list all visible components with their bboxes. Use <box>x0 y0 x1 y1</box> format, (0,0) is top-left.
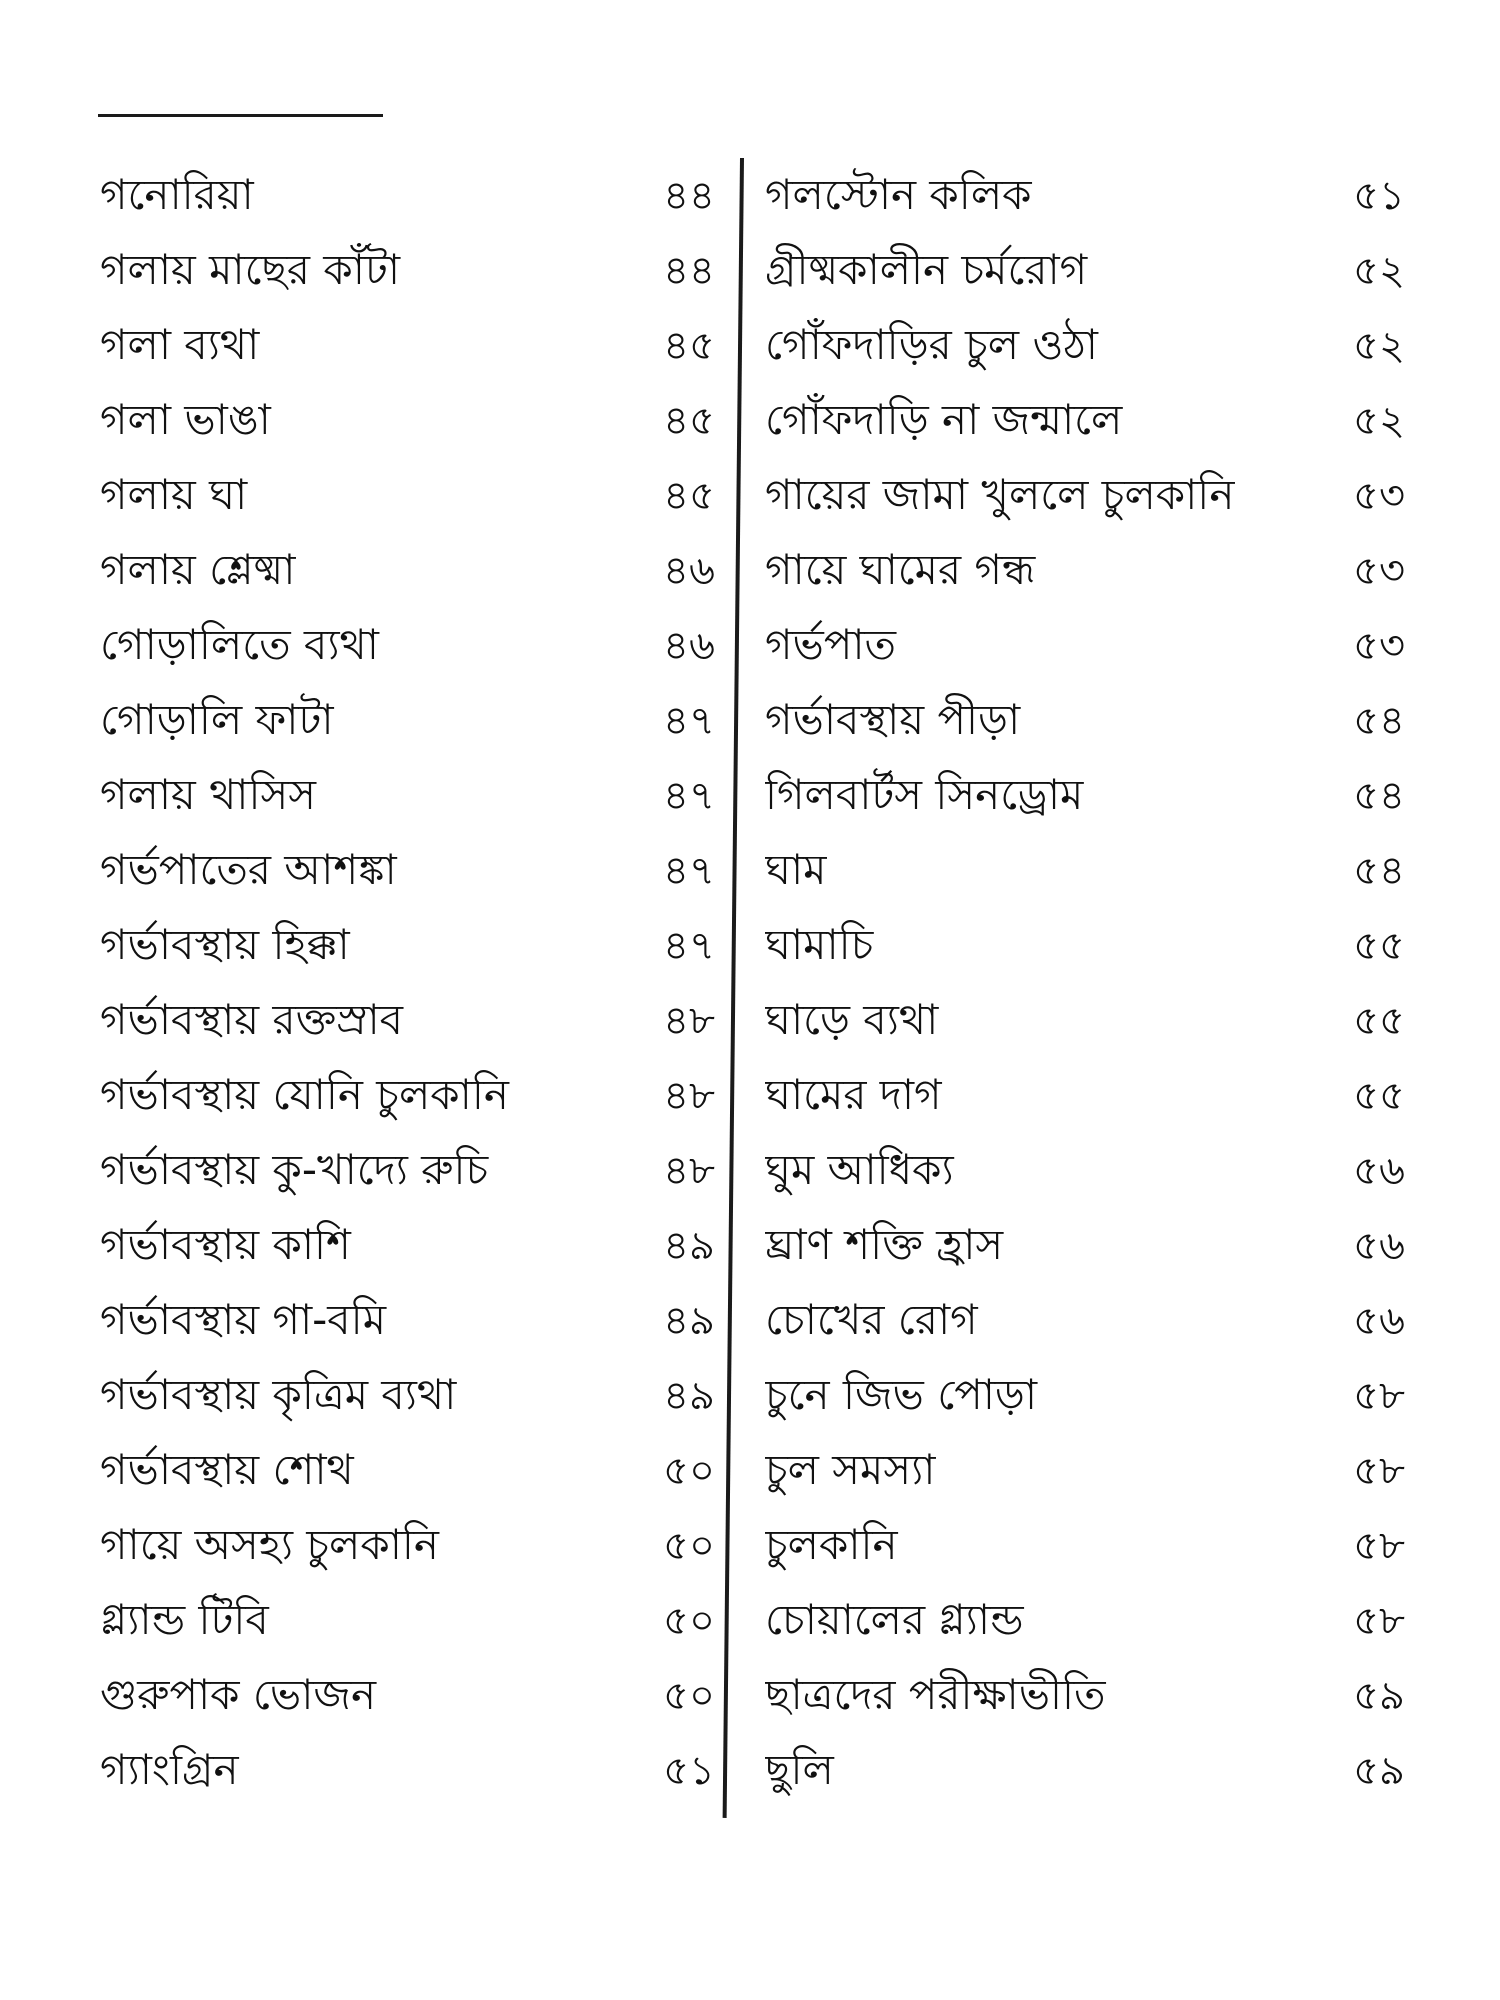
entry-page-number: ৫২ <box>1353 248 1405 294</box>
entry-page-number: ৪৯ <box>663 1298 715 1344</box>
entry-page-number: ৫৫ <box>1353 923 1405 969</box>
entry-page-number: ৪৮ <box>663 998 715 1044</box>
index-entry <box>765 685 1405 760</box>
index-entry <box>100 1435 715 1510</box>
entry-label: গলা ব্যথা <box>100 320 260 369</box>
index-entry <box>100 160 715 235</box>
entry-page-number: ৪৭ <box>663 698 715 744</box>
entry-page-number: ৫১ <box>663 1748 715 1794</box>
index-entry <box>100 1060 715 1135</box>
entry-label: গর্ভপাত <box>765 620 897 669</box>
entry-page-number: ৫৩ <box>1353 623 1405 669</box>
entry-label: গলায় ঘা <box>100 470 248 519</box>
entry-page-number: ৪৬ <box>663 623 715 669</box>
entry-page-number: ৪৮ <box>663 1073 715 1119</box>
index-entry <box>765 1585 1405 1660</box>
entry-label: ঘাড়ে ব্যথা <box>765 995 939 1044</box>
entry-page-number: ৫৫ <box>1353 1073 1405 1119</box>
entry-page-number: ৫২ <box>1353 323 1405 369</box>
index-entry <box>765 235 1405 310</box>
entry-label: গনোরিয়া <box>100 170 254 219</box>
entry-page-number: ৫০ <box>663 1448 715 1494</box>
index-entry <box>100 460 715 535</box>
entry-page-number: ৫৪ <box>1353 773 1405 819</box>
entry-page-number: ৪৯ <box>663 1223 715 1269</box>
entry-label: গলায় মাছের কাঁটা <box>100 245 401 294</box>
entry-label: গ্ল্যান্ড টিবি <box>100 1595 269 1644</box>
entry-label: গর্ভপাতের আশঙ্কা <box>100 845 397 894</box>
entry-label: গর্ভাবস্থায় কাশি <box>100 1220 351 1269</box>
entry-page-number: ৪৫ <box>663 323 715 369</box>
entry-page-number: ৪৭ <box>663 848 715 894</box>
entry-label: চুলকানি <box>765 1520 898 1569</box>
entry-label: গ্যাংগ্রিন <box>100 1745 239 1794</box>
index-entry <box>100 760 715 835</box>
entry-page-number: ৫৮ <box>1353 1598 1405 1644</box>
entry-page-number: ৪৭ <box>663 773 715 819</box>
entry-label: গায়ে অসহ্য চুলকানি <box>100 1520 439 1569</box>
entry-label: গোঁফদাড়ি না জন্মালে <box>765 395 1123 444</box>
index-entry <box>765 160 1405 235</box>
index-entry <box>100 1585 715 1660</box>
index-entry <box>100 910 715 985</box>
entry-page-number: ৫৬ <box>1353 1148 1405 1194</box>
entry-label: গর্ভাবস্থায় কু-খাদ্যে রুচি <box>100 1145 489 1194</box>
index-entry <box>765 910 1405 985</box>
entry-label: গিলবার্টস সিনড্রোম <box>765 770 1084 819</box>
entry-page-number: ৫১ <box>1353 173 1405 219</box>
entry-label: গর্ভাবস্থায় যোনি চুলকানি <box>100 1070 509 1119</box>
index-entry <box>100 1360 715 1435</box>
entry-page-number: ৪৫ <box>663 473 715 519</box>
entry-label: গোঁফদাড়ির চুল ওঠা <box>765 320 1098 369</box>
index-entry <box>100 310 715 385</box>
entry-page-number: ৪৫ <box>663 398 715 444</box>
entry-label: গর্ভাবস্থায় হিক্কা <box>100 920 350 969</box>
entry-label: ছাত্রদের পরীক্ষাভীতি <box>765 1670 1106 1719</box>
entry-page-number: ৪৯ <box>663 1373 715 1419</box>
index-entry <box>765 1660 1405 1735</box>
entry-label: ঘাম <box>765 845 827 894</box>
entry-page-number: ৫৮ <box>1353 1373 1405 1419</box>
entry-label: ছুলি <box>765 1745 834 1794</box>
entry-page-number: ৫৮ <box>1353 1448 1405 1494</box>
index-entry <box>100 835 715 910</box>
index-entry <box>100 1210 715 1285</box>
column-divider <box>723 158 744 1818</box>
entry-label: চুনে জিভ পোড়া <box>765 1370 1038 1419</box>
entry-page-number: ৫৯ <box>1353 1673 1405 1719</box>
entry-page-number: ৪৮ <box>663 1148 715 1194</box>
entry-label: গলায় থাসিস <box>100 770 316 819</box>
entry-page-number: ৫০ <box>663 1598 715 1644</box>
index-column-left <box>100 160 715 1810</box>
entry-page-number: ৪৪ <box>663 248 715 294</box>
entry-label: গায়ে ঘামের গন্ধ <box>765 545 1036 594</box>
index-entry <box>765 610 1405 685</box>
entry-label: ঘামের দাগ <box>765 1070 942 1119</box>
entry-page-number: ৫৬ <box>1353 1298 1405 1344</box>
entry-page-number: ৫৫ <box>1353 998 1405 1044</box>
entry-page-number: ৪৭ <box>663 923 715 969</box>
entry-label: চুল সমস্যা <box>765 1445 936 1494</box>
index-entry <box>765 1510 1405 1585</box>
index-entry <box>765 1360 1405 1435</box>
index-entry <box>765 1135 1405 1210</box>
top-rule <box>98 114 383 117</box>
index-entry <box>765 310 1405 385</box>
index-entry <box>100 1735 715 1810</box>
entry-label: ঘ্রাণ শক্তি হ্রাস <box>765 1220 1004 1269</box>
index-entry <box>765 385 1405 460</box>
entry-label: ঘামাচি <box>765 920 874 969</box>
entry-label: গ্রীষ্মকালীন চর্মরোগ <box>765 245 1088 294</box>
entry-label: চোয়ালের গ্ল্যান্ড <box>765 1595 1024 1644</box>
index-entry <box>765 760 1405 835</box>
entry-page-number: ৪৬ <box>663 548 715 594</box>
index-entry <box>100 985 715 1060</box>
index-entry <box>765 1060 1405 1135</box>
index-entry <box>765 535 1405 610</box>
index-entry <box>765 1285 1405 1360</box>
entry-page-number: ৫৮ <box>1353 1523 1405 1569</box>
entry-page-number: ৫৪ <box>1353 698 1405 744</box>
index-entry <box>100 1285 715 1360</box>
index-entry <box>765 835 1405 910</box>
entry-page-number: ৫৩ <box>1353 473 1405 519</box>
entry-page-number: ৪৪ <box>663 173 715 219</box>
entry-page-number: ৫৪ <box>1353 848 1405 894</box>
index-entry <box>100 1510 715 1585</box>
entry-label: গর্ভাবস্থায় কৃত্রিম ব্যথা <box>100 1370 457 1419</box>
index-entry <box>100 385 715 460</box>
entry-label: গলায় শ্লেষ্মা <box>100 545 296 594</box>
entry-label: চোখের রোগ <box>765 1295 978 1344</box>
entry-label: গর্ভাবস্থায় রক্তস্রাব <box>100 995 404 1044</box>
entry-label: গোড়ালি ফাটা <box>100 695 334 744</box>
index-entry <box>100 535 715 610</box>
index-entry <box>100 610 715 685</box>
entry-page-number: ৫৩ <box>1353 548 1405 594</box>
entry-label: গুরুপাক ভোজন <box>100 1670 377 1719</box>
entry-label: গর্ভাবস্থায় গা-বমি <box>100 1295 387 1344</box>
entry-label: গায়ের জামা খুললে চুলকানি <box>765 470 1235 519</box>
index-entry <box>100 1135 715 1210</box>
index-entry <box>765 1735 1405 1810</box>
entry-page-number: ৫৬ <box>1353 1223 1405 1269</box>
entry-label: গর্ভাবস্থায় শোথ <box>100 1445 354 1494</box>
index-entry <box>765 985 1405 1060</box>
entry-label: গর্ভাবস্থায় পীড়া <box>765 695 1021 744</box>
entry-page-number: ৫০ <box>663 1523 715 1569</box>
index-entry <box>765 460 1405 535</box>
index-entry <box>765 1435 1405 1510</box>
entry-page-number: ৫৯ <box>1353 1748 1405 1794</box>
entry-label: গলা ভাঙা <box>100 395 271 444</box>
entry-label: ঘুম আধিক্য <box>765 1145 954 1194</box>
index-entry <box>100 235 715 310</box>
entry-label: গলস্টোন কলিক <box>765 170 1032 219</box>
entry-label: গোড়ালিতে ব্যথা <box>100 620 379 669</box>
entry-page-number: ৫২ <box>1353 398 1405 444</box>
index-column-right <box>765 160 1405 1810</box>
entry-page-number: ৫০ <box>663 1673 715 1719</box>
index-entry <box>100 1660 715 1735</box>
index-entry <box>765 1210 1405 1285</box>
index-entry <box>100 685 715 760</box>
